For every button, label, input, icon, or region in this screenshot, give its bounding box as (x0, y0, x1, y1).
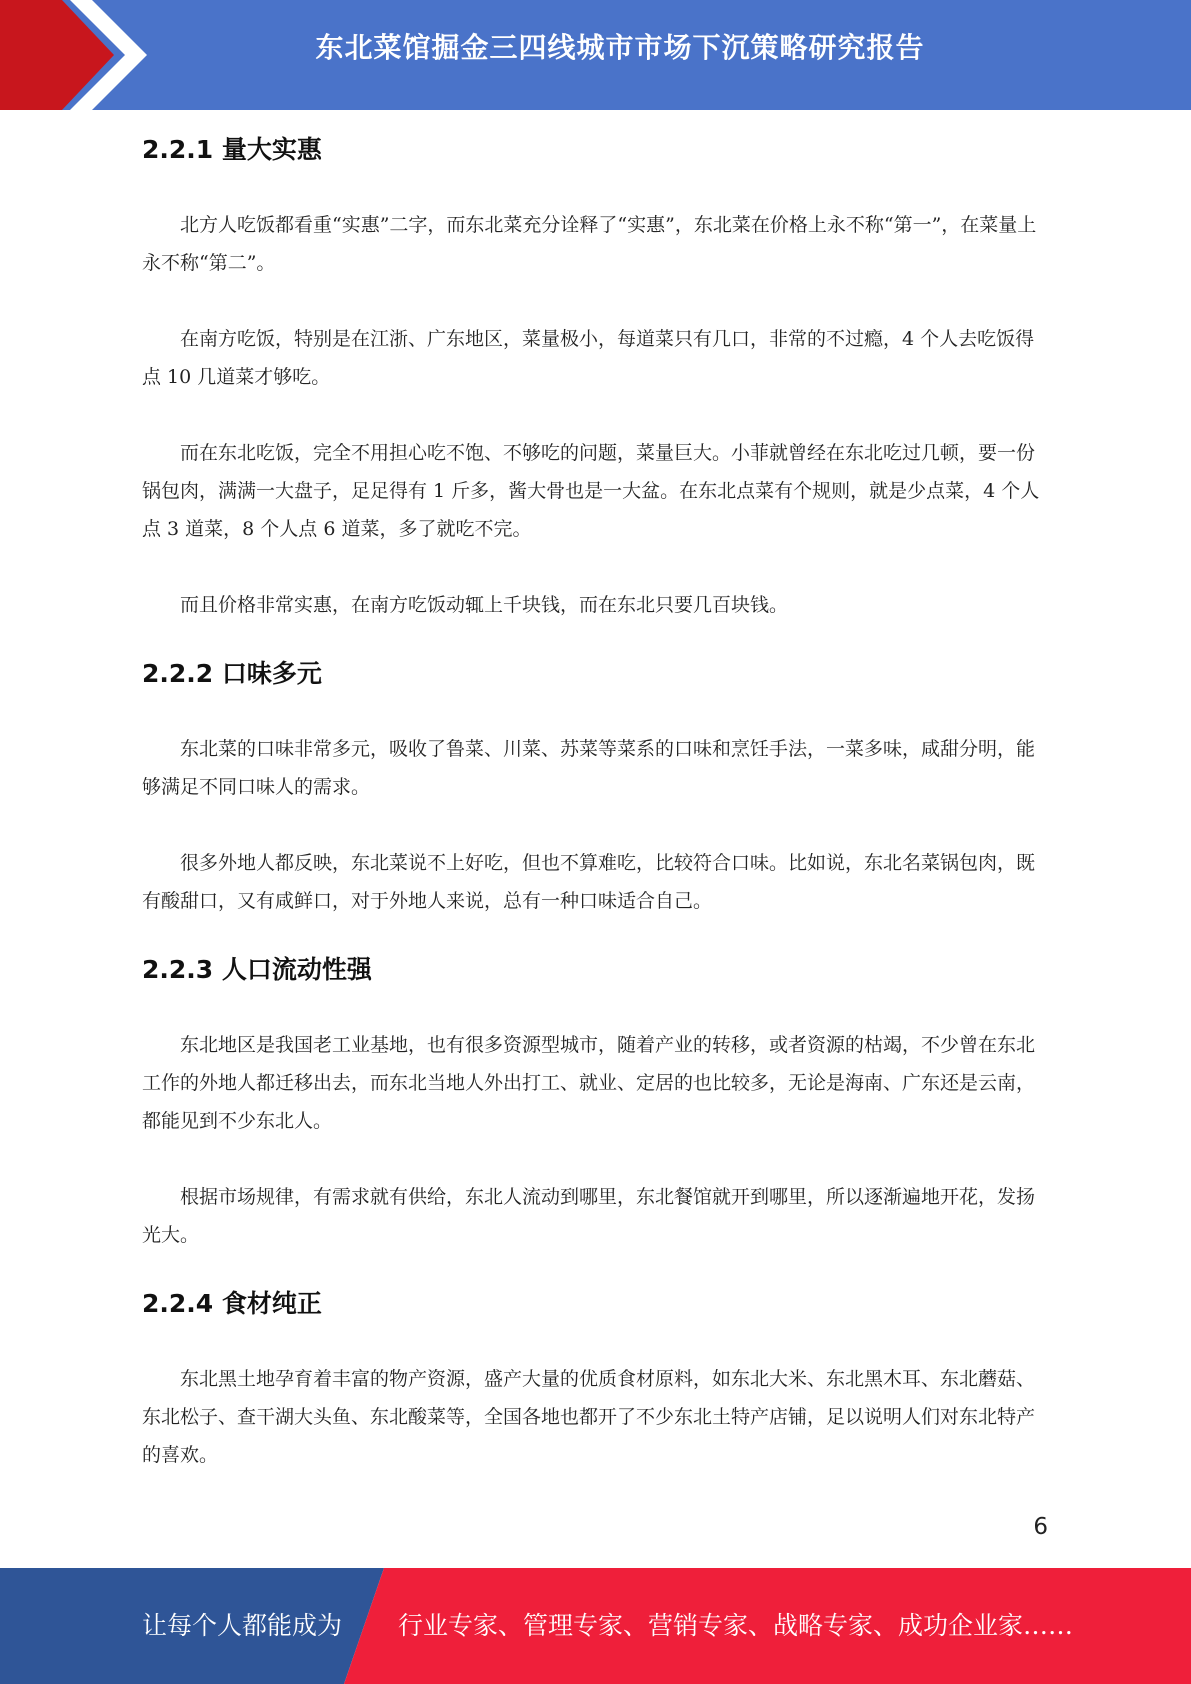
footer-slogan-left: 让每个人都能成为 (142, 1611, 343, 1640)
footer-banner (0, 1568, 1191, 1684)
paragraph: 而在东北吃饭，完全不用担心吃不饱、不够吃的问题，菜量巨大。小菲就曾经在东北吃过几顿，要一份锅包肉，满满一大盘子，足足得有 1 斤多，酱大骨也是一大盆。在东北点菜有个规则，就是少点菜，4 个人点 3 道菜，8 个人点 6 道菜，多了就吃不完。 (142, 442, 1040, 540)
document-body (142, 130, 1047, 1474)
header-banner (0, 0, 1191, 110)
paragraph: 很多外地人都反映，东北菜说不上好吃，但也不算难吃，比较符合口味。比如说，东北名菜锅包肉，既有酸甜口，又有咸鲜口，对于外地人来说，总有一种口味适合自己。 (142, 852, 1036, 912)
paragraph: 东北地区是我国老工业基地，也有很多资源型城市，随着产业的转移，或者资源的枯竭，不少曾在东北工作的外地人都迁移出去，而东北当地人外出打工、就业、定居的也比较多，无论是海南、广东还是云南，都能见到不少东北人。 (142, 1034, 1036, 1132)
paragraph: 根据市场规律，有需求就有供给，东北人流动到哪里，东北餐馆就开到哪里，所以逐渐遍地开花，发扬光大。 (142, 1186, 1036, 1246)
footer-slogan-right: 行业专家、管理专家、营销专家、战略专家、成功企业家…… (398, 1611, 1074, 1640)
paragraph: 而且价格非常实惠，在南方吃饭动辄上千块钱，而在东北只要几百块钱。 (180, 594, 789, 616)
header-arrow-decoration (0, 0, 160, 110)
paragraph: 北方人吃饭都看重“实惠”二字，而东北菜充分诠释了“实惠”，东北菜在价格上永不称“第一”，在菜量上永不称“第二”。 (142, 214, 1037, 274)
report-title: 东北菜馆掘金三四线城市市场下沉策略研究报告 (315, 31, 925, 64)
section-heading: 2.2.2 口味多元 (142, 659, 322, 688)
section-heading: 2.2.1 量大实惠 (142, 135, 322, 164)
page-number: 6 (1033, 1514, 1048, 1540)
paragraph: 东北黑土地孕育着丰富的物产资源，盛产大量的优质食材原料，如东北大米、东北黑木耳、东北蘑菇、东北松子、查干湖大头鱼、东北酸菜等，全国各地也都开了不少东北土特产店铺，足以说明人们对东北特产的喜欢。 (142, 1368, 1036, 1466)
paragraph: 东北菜的口味非常多元，吸收了鲁菜、川菜、苏菜等菜系的口味和烹饪手法，一菜多味，咸甜分明，能够满足不同口味人的需求。 (142, 738, 1036, 798)
paragraph: 在南方吃饭，特别是在江浙、广东地区，菜量极小，每道菜只有几口，非常的不过瘾，4 个人去吃饭得点 10 几道菜才够吃。 (142, 328, 1035, 388)
section-heading: 2.2.3 人口流动性强 (142, 955, 372, 984)
section-heading: 2.2.4 食材纯正 (142, 1289, 322, 1318)
